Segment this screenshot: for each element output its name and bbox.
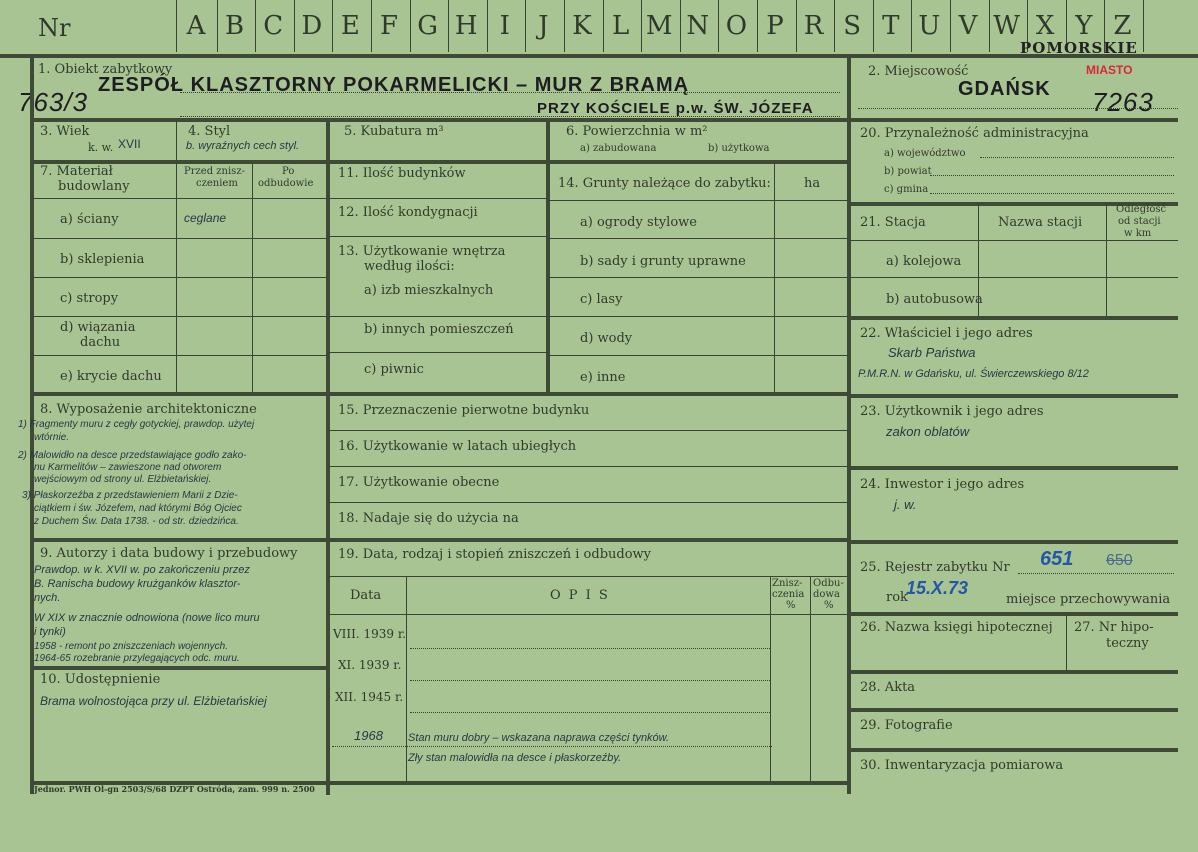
field9-label: 9. Autorzy i data budowy i przebudowy [40,546,298,561]
field3-prefix: k. w. [88,141,114,154]
field19-col-rebuild-1: Odbu- [813,578,844,589]
region-stamp: POMORSKIE [1020,39,1138,57]
letter-cell-a: A [186,11,206,41]
letter-cell-y: Y [1075,11,1093,41]
field13-cellars: c) piwnic [364,362,424,377]
field4-label: 4. Styl [188,124,231,139]
field3-century: XVII [118,137,141,151]
letter-cell-w: W [993,11,1020,41]
field16-label: 16. Użytkowanie w latach ubiegłych [338,439,577,454]
field19-note-2: Zły stan malowidła na desce i płaskorzeźby. [408,752,622,764]
field9-line-1: Prawdop. w k. XVII w. po zakończeniu przez [34,564,250,576]
field21-bus: b) autobusowa [886,292,983,307]
field14-waters: d) wody [580,331,633,346]
field21-label: 21. Stacja [860,215,926,230]
field19-col-rebuild-2: dowa [813,589,840,600]
letter-cell-j: J [538,11,549,41]
field14-orchards: b) sady i grunty uprawne [580,254,746,269]
field4-style: b. wyraźnych cech styl. [186,140,300,152]
printer-note: Jednor. PWH Ol-gn 2503/S/68 DZPT Ostróda, zam. 999 n. 2500 [34,784,315,794]
letter-cell-v: V [958,11,978,41]
field19-date-2: XI. 1939 r. [338,658,402,672]
field17-label: 17. Użytkowanie obecne [338,475,500,490]
field21-col-name: Nazwa stacji [998,215,1083,230]
field10-label: 10. Udostępnienie [40,672,161,687]
field21-railway: a) kolejowa [886,254,962,269]
field26-label: 26. Nazwa księgi hipotecznej [860,620,1053,635]
field2-category: MIASTO [1086,63,1133,77]
field20-voivodeship: a) województwo [884,148,966,159]
field19-date-4: 1968 [354,728,383,743]
field8-line-8: z Duchem Św. Data 1738. - od str. dziedzińca. [34,516,239,527]
field8-line-4: nu Karmelitów – zawieszone nad otworem [34,462,222,473]
field22-owner: Skarb Państwa [888,345,976,360]
field11-label: 11. Ilość budynków [338,166,466,181]
field7-ceilings: c) stropy [60,291,119,306]
field7-roof-truss-2: dachu [80,335,121,350]
letter-cell-t: T [882,11,900,41]
field19-label: 19. Data, rodzaj i stopień zniszczeń i odbudowy [338,547,652,562]
field7-walls-material: ceglane [184,211,227,225]
field9-line-6: 1958 - remont po zniszczeniach wojennych. [34,641,228,652]
field24-label: 24. Inwestor i jego adres [860,477,1025,492]
field19-col-destr-1: Znisz- [772,578,803,589]
field30-label: 30. Inwentaryzacja pomiarowa [860,758,1064,773]
field6-usable: b) użytkowa [708,143,770,154]
field19-col-destr-3: % [786,600,796,611]
letter-cell-p: P [766,11,784,41]
field14-label: 14. Grunty należące do zabytku: [558,176,771,191]
letter-cell-z: Z [1113,11,1132,41]
field8-line-5: wejściowym od strony ul. Elżbietańskiej. [34,474,212,485]
field9-line-4: W XIX w znacznie odnowiona (nowe lico muru [34,612,260,624]
field25-register-number: 651 [1040,548,1074,570]
field8-line-1: 1) Fragmenty muru z cegły gotyckiej, prawdop. użytej [18,419,255,430]
field13-label-2: według ilości: [364,259,455,274]
field7-col-after-1: Po [282,166,295,177]
field1-object-name: ZESPÓŁ KLASZTORNY POKARMELICKI – MUR Z BRAMĄ [98,74,690,96]
field19-col-rebuild-3: % [824,600,834,611]
field10-value: Brama wolnostojąca przy ul. Elżbietańskiej [40,694,267,708]
letter-cell-g: G [417,11,438,41]
field8-line-7: ciątkiem i św. Józefem, nad którymi Bóg Ojciec [34,503,242,514]
field25-year: 15.X.73 [906,578,969,598]
field19-col-date: Data [350,588,382,603]
field7-label-1: 7. Materiał [40,164,113,179]
letter-cell-h: H [454,11,478,41]
field9-line-3: nych. [34,592,61,604]
field7-col-before-2: czeniem [196,178,238,189]
letter-cell-i: I [499,11,510,41]
letter-cell-s: S [843,11,862,41]
letter-cell-n: N [686,11,710,41]
nr-label: Nr [38,14,71,42]
field7-roofing: e) krycie dachu [60,369,162,384]
field25-year-label: rok [886,590,908,605]
field14-gardens: a) ogrody stylowe [580,215,697,230]
field14-unit: ha [804,176,821,191]
field20-label: 20. Przynależność administracyjna [860,126,1089,141]
field22-address: P.M.R.N. w Gdańsku, ul. Świerczewskiego 8/12 [858,368,1089,380]
letter-cell-u: U [918,11,941,41]
field7-vaults: b) sklepienia [60,252,145,267]
field27-label-1: 27. Nr hipo- [1074,620,1154,635]
field6-label: 6. Powierzchnia w m² [566,124,708,139]
field20-commune: c) gmina [884,184,929,195]
letter-cell-f: F [379,11,399,41]
field28-label: 28. Akta [860,680,916,695]
field7-col-after-2: odbudowie [258,178,314,189]
field7-walls: a) ściany [60,212,119,227]
field9-line-7: 1964-65 rozebranie przylegających odc. muru. [34,653,240,664]
field21-col-dist-3: w km [1124,228,1152,239]
field14-other: e) inne [580,370,626,385]
field22-label: 22. Właściciel i jego adres [860,326,1033,341]
field19-date-3: XII. 1945 r. [335,690,404,704]
field23-user: zakon oblatów [886,424,970,439]
field14-forests: c) lasy [580,292,623,307]
letter-cell-x: X [1035,11,1055,41]
field29-label: 29. Fotografie [860,718,953,733]
field8-line-6: 3) Płaskorzeźba z przedstawieniem Marii z Dzie- [22,490,238,501]
field25-label: 25. Rejestr zabytku Nr [860,560,1010,575]
letter-cell-o: O [725,11,748,41]
letter-cell-b: B [225,11,245,41]
letter-cell-l: L [611,11,630,41]
field24-investor: j. w. [894,497,917,512]
field2-number: 7263 [1092,87,1154,117]
field27-label-2: teczny [1106,636,1149,651]
field20-county: b) powiat [884,166,932,177]
field21-col-dist-2: od stacji [1118,216,1161,227]
field2-town: GDAŃSK [958,78,1051,100]
field19-col-description: O P I S [550,588,610,603]
letter-cell-m: M [645,11,673,41]
letter-cell-c: C [263,11,284,41]
field5-label: 5. Kubatura m³ [344,124,444,139]
field7-roof-truss-1: d) wiązania [60,320,136,335]
field9-line-5: i tynki) [34,626,66,638]
field19-note-1: Stan muru dobry – wskazana naprawa części tynków. [408,732,670,744]
field23-label: 23. Użytkownik i jego adres [860,404,1044,419]
field15-label: 15. Przeznaczenie pierwotne budynku [338,403,590,418]
field7-label-2: budowlany [58,179,130,194]
field13-label-1: 13. Użytkowanie wnętrza [338,244,506,259]
field3-label: 3. Wiek [40,124,90,139]
letter-cell-r: R [803,11,824,41]
field13-rooms: a) izb mieszkalnych [364,283,494,298]
field25-storage-label: miejsce przechowywania [1006,592,1171,607]
field1-object-location: PRZY KOŚCIELE p.w. ŚW. JÓZEFA [537,100,814,117]
field18-label: 18. Nadaje się do użycia na [338,511,519,526]
field9-line-2: B. Ranischa budowy krużganków klasztor- [34,578,241,590]
field25-register-crossed: 650 [1106,552,1133,569]
field8-line-3: 2) Malowidło na desce przedstawiające godło zako- [18,450,247,461]
field12-label: 12. Ilość kondygnacji [338,205,478,220]
field1-label: 1. Obiekt zabytkowy [38,62,173,77]
margin-number: 763/3 [18,87,89,117]
field13-other-rooms: b) innych pomieszczeń [364,322,514,337]
field7-col-before-1: Przed znisz- [184,166,245,177]
field19-col-destr-2: czenia [772,589,805,600]
letter-cell-d: D [301,11,323,41]
letter-cell-e: E [340,11,360,41]
field8-line-2: wtórnie. [34,432,70,443]
field21-col-dist-1: Odległość [1116,204,1167,215]
field19-date-1: VIII. 1939 r. [333,627,407,641]
field8-label: 8. Wyposażenie architektoniczne [40,402,257,417]
field6-built: a) zabudowana [580,143,657,154]
letter-cell-k: K [572,11,592,41]
field2-label: 2. Miejscowość [868,64,969,79]
